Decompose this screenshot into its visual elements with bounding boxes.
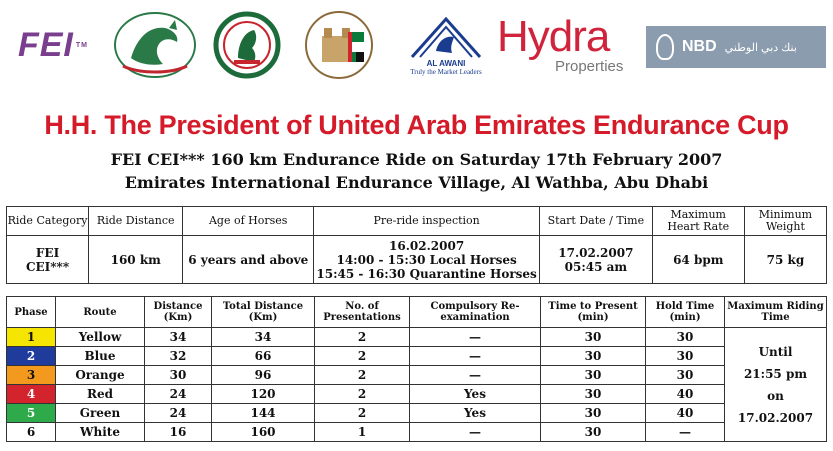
distance: 30 (145, 366, 212, 385)
ride-info-values-row (7, 236, 827, 284)
presentations: 2 (315, 347, 410, 366)
presentations: 2 (315, 328, 410, 347)
hydra-properties-logo: Hydra Properties (497, 12, 624, 75)
event-subtitle: FEI CEI*** 160 km Endurance Ride on Saturday 17th February 2007 (110, 150, 723, 169)
uae-equestrian-federation-logo (210, 8, 284, 82)
route: Orange (56, 366, 145, 385)
hold-time: 30 (646, 347, 725, 366)
hold-time: 30 (646, 328, 725, 347)
time-to-present: 30 (541, 366, 646, 385)
distance: 24 (145, 385, 212, 404)
header-hold-time: Hold Time (min) (646, 297, 725, 328)
distance: 32 (145, 347, 212, 366)
table-row (7, 366, 827, 385)
phases-header-row (7, 297, 827, 328)
route: Yellow (56, 328, 145, 347)
header-ride-category: Ride Category (7, 207, 89, 236)
reexamination: — (410, 347, 541, 366)
endurance-village-horse-logo (107, 8, 203, 82)
presentations: 2 (315, 366, 410, 385)
distance: 24 (145, 404, 212, 423)
distance: 34 (145, 328, 212, 347)
table-row (7, 404, 827, 423)
header-pre-ride-inspection: Pre-ride inspection (314, 207, 540, 236)
nbd-logo: NBD بنك دبي الوطني (646, 26, 826, 68)
header-ride-distance: Ride Distance (89, 207, 183, 236)
route: Red (56, 385, 145, 404)
venue-subtitle: Emirates International Endurance Village, Al Wathba, Abu Dhabi (124, 173, 709, 192)
ride-distance-value: 160 km (89, 236, 183, 284)
header-max-riding-time: Maximum Riding Time (725, 297, 827, 328)
time-to-present: 30 (541, 385, 646, 404)
total-distance: 160 (212, 423, 315, 442)
pre-ride-inspection-value: 16.02.2007 14:00 - 15:30 Local Horses 15:45 - 16:30 Quarantine Horses (314, 236, 540, 284)
phase-number: 4 (7, 385, 56, 404)
reexamination: Yes (410, 404, 541, 423)
header-max-heart-rate: Maximum Heart Rate (652, 207, 744, 236)
time-to-present: 30 (541, 328, 646, 347)
age-of-horses-value: 6 years and above (183, 236, 314, 284)
max-riding-time-value: Until 21:55 pm on 17.02.2007 (725, 328, 827, 442)
reexamination: — (410, 366, 541, 385)
time-to-present: 30 (541, 423, 646, 442)
emirates-endurance-castle-logo (294, 8, 384, 82)
route: Blue (56, 347, 145, 366)
phase-number: 3 (7, 366, 56, 385)
presentations: 2 (315, 404, 410, 423)
hold-time: 30 (646, 366, 725, 385)
total-distance: 66 (212, 347, 315, 366)
time-to-present: 30 (541, 404, 646, 423)
fei-logo: FEI TM (17, 25, 88, 64)
phase-number: 6 (7, 423, 56, 442)
start-date-time-value: 17.02.2007 05:45 am (540, 236, 653, 284)
min-weight-value: 75 kg (744, 236, 826, 284)
heart-rate-value: 64 bpm (652, 236, 744, 284)
phase-number: 1 (7, 328, 56, 347)
table-row (7, 328, 827, 347)
header-phase: Phase (7, 297, 56, 328)
total-distance: 34 (212, 328, 315, 347)
nbd-emblem-icon (656, 34, 674, 60)
header-min-weight: Minimum Weight (744, 207, 826, 236)
table-row (7, 385, 827, 404)
sponsor-logos (0, 0, 833, 90)
header-reexamination: Compulsory Re-examination (410, 297, 541, 328)
presentations: 1 (315, 423, 410, 442)
route: White (56, 423, 145, 442)
header-start-date-time: Start Date / Time (540, 207, 653, 236)
hold-time: 40 (646, 404, 725, 423)
ride-info-table (6, 206, 827, 284)
header-route: Route (56, 297, 145, 328)
phase-number: 2 (7, 347, 56, 366)
hold-time: — (646, 423, 725, 442)
route: Green (56, 404, 145, 423)
table-row (7, 347, 827, 366)
total-distance: 144 (212, 404, 315, 423)
presentations: 2 (315, 385, 410, 404)
ride-category-value: FEI CEI*** (7, 236, 89, 284)
header-age-of-horses: Age of Horses (183, 207, 314, 236)
reexamination: — (410, 328, 541, 347)
hold-time: 40 (646, 385, 725, 404)
header-time-to-present: Time to Present (min) (541, 297, 646, 328)
header-presentations: No. of Presentations (315, 297, 410, 328)
phases-table (6, 296, 827, 442)
total-distance: 96 (212, 366, 315, 385)
total-distance: 120 (212, 385, 315, 404)
reexamination: — (410, 423, 541, 442)
table-row (7, 423, 827, 442)
phase-number: 5 (7, 404, 56, 423)
time-to-present: 30 (541, 347, 646, 366)
distance: 16 (145, 423, 212, 442)
al-awani-logo: AL AWANI Truly the Market Leaders (402, 8, 490, 82)
page-title: H.H. The President of United Arab Emirates Endurance Cup (44, 110, 789, 140)
header-total-distance: Total Distance (Km) (212, 297, 315, 328)
reexamination: Yes (410, 385, 541, 404)
header-distance: Distance (Km) (145, 297, 212, 328)
ride-info-header-row (7, 207, 827, 236)
